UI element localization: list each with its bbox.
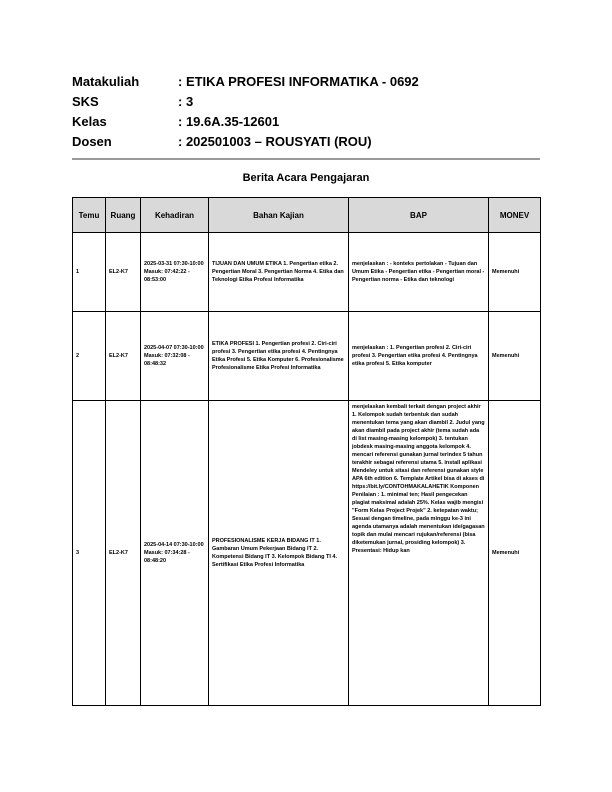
table-row bbox=[73, 401, 541, 706]
kelas-value: : 19.6A.35-12601 bbox=[178, 114, 280, 129]
sks-value: : 3 bbox=[178, 94, 194, 109]
cell-bap: menjelaskan kembali terkait dengan project akhir 1. Kelompok sudah terbentuk dan sudah menentukan tema yang akan diambil 2. Judul yang akan diambil pada project akhir (tema sudah ada di list masing-masing kelompok) 3. tentukan jobdesk masing-masing anggota kelompok 4. mencari referensi gunakan jurnal terindex 5 tahun terakhir sebagai referensi utama 5. install aplikasi Mendeley untuk sitasi dan referensi gunakan style APA 6th edition 6. Template Artikel bisa di akses di https://bit.ly/CONTOHMAKALAHETIK Komponen Penilaian : 1. minimal ten; Hasil pengecekan plagiat maksimal adalah 25%. Kelas wajib mengisi "Form Kelas Project Projek" 2. ketepatan waktu; Sesuai dengan timeline, pada minggu ke-3 ini agenda utamanya adalah menentukan ide/gagasan topik dan mulai mencari rujukan/referensi (bisa diketemukan jurnal, prosiding kelompok) 3. Presentasi: Hidup kan bbox=[349, 401, 489, 706]
cell-kehadiran: 2025-03-31 07:30-10:00 Masuk: 07:42:22 - 08:53:00 bbox=[141, 233, 209, 312]
dosen-row bbox=[72, 132, 542, 152]
sks-row bbox=[72, 92, 542, 112]
cell-ruang: EL2-K7 bbox=[106, 233, 141, 312]
cell-bahan-kajian: ETIKA PROFESI 1. Pengertian profesi 2. Ciri-ciri profesi 3. Pengertian etika profesi 4. Pentingnya Etika Profesi 5. Etika Komputer 6. Profesionalisme Profesionalisme Etika Profesi Informatika bbox=[209, 312, 349, 401]
col-header-bahan-kajian: Bahan Kajian bbox=[209, 198, 349, 233]
col-header-kehadiran: Kehadiran bbox=[141, 198, 209, 233]
cell-monev: Memenuhi bbox=[489, 312, 541, 401]
dosen-label: Dosen bbox=[72, 134, 112, 149]
cell-kehadiran: 2025-04-14 07:30-10:00 Masuk: 07:34:28 - 08:48:20 bbox=[141, 401, 209, 706]
col-header-temu: Temu bbox=[73, 198, 106, 233]
cell-kehadiran: 2025-04-07 07:30-10:00 Masuk: 07:32:08 - 08:48:32 bbox=[141, 312, 209, 401]
divider bbox=[72, 158, 540, 160]
page-title: Berita Acara Pengajaran bbox=[242, 172, 370, 184]
kelas-label: Kelas bbox=[72, 114, 107, 129]
cell-ruang: EL2-K7 bbox=[106, 401, 141, 706]
cell-temu: 2 bbox=[73, 312, 106, 401]
cell-temu: 1 bbox=[73, 233, 106, 312]
cell-bahan-kajian: TIJUAN DAN UMUM ETIKA 1. Pengertian etika 2. Pengertian Moral 3. Pengertian Norma 4. Etika dan Teknologi Etika Profesi Informatika bbox=[209, 233, 349, 312]
cell-ruang: EL2-K7 bbox=[106, 312, 141, 401]
cell-bap: menjelaskan : 1. Pengertian profesi 2. Ciri-ciri profesi 3. Pengertian etika profesi 4. Pentingnya etika profesi 5. Etika komputer bbox=[349, 312, 489, 401]
cell-bahan-kajian: PROFESIONALISME KERJA BIDANG IT 1. Gambaran Umum Pekerjaan Bidang IT 2. Kompetensi Bidang IT 3. Kelompok Bidang TI 4. Sertifikasi Etika Profesi Informatika bbox=[209, 401, 349, 706]
teaching-log-table bbox=[72, 197, 541, 706]
cell-temu: 3 bbox=[73, 401, 106, 706]
col-header-bap: BAP bbox=[349, 198, 489, 233]
cell-monev: Memenuhi bbox=[489, 233, 541, 312]
table-header-row bbox=[73, 198, 541, 233]
dosen-value: : 202501003 – ROUSYATI (ROU) bbox=[178, 134, 372, 149]
cell-monev: Memenuhi bbox=[489, 401, 541, 706]
cell-bap: menjelaskan : - konteks pertolakan - Tujuan dan Umum Etika - Pengertian etika - Pengertian moral - Pengertian norma - Etika dan teknologi bbox=[349, 233, 489, 312]
matakuliah-label: Matakuliah bbox=[72, 74, 140, 89]
table-row bbox=[73, 233, 541, 312]
kelas-row bbox=[72, 112, 542, 132]
sks-label: SKS bbox=[72, 94, 99, 109]
table-row bbox=[73, 312, 541, 401]
course-info bbox=[72, 72, 542, 152]
matakuliah-value: : ETIKA PROFESI INFORMATIKA - 0692 bbox=[178, 74, 419, 89]
matakuliah-row bbox=[72, 72, 542, 92]
col-header-ruang: Ruang bbox=[106, 198, 141, 233]
col-header-monev: MONEV bbox=[489, 198, 541, 233]
